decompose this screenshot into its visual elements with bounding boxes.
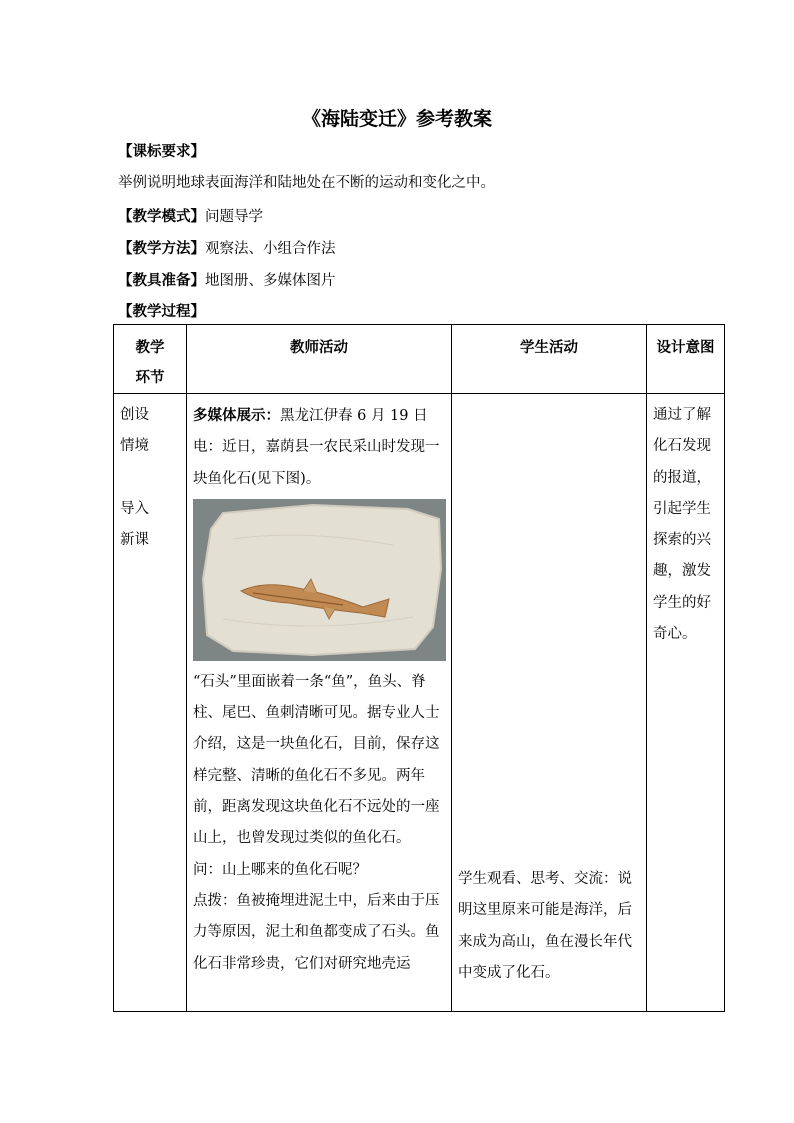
- table-header-row: [114, 325, 725, 394]
- header-teacher: 教师活动: [187, 325, 452, 394]
- prep-text: 地图册、多媒体图片: [205, 273, 336, 289]
- curriculum-text: 举例说明地球表面海洋和陆地处在不断的运动和变化之中。: [118, 175, 495, 191]
- header-phase-line2: 环节: [135, 369, 165, 386]
- curriculum-label: 【课标要求】: [118, 143, 205, 160]
- phase-cell: [114, 394, 187, 1012]
- table-row: [114, 394, 725, 1012]
- method-text: 观察法、小组合作法: [205, 241, 336, 257]
- method-line: [118, 237, 336, 258]
- header-student: 学生活动: [452, 325, 647, 394]
- method-label: 【教学方法】: [118, 240, 205, 257]
- phase-a2: 情境: [120, 438, 149, 455]
- teacher-desc: “石头”里面嵌着一条“鱼”，鱼头、脊柱、尾巴、鱼刺清晰可见。据专业人士介绍，这是一块鱼化石，目前，保存这样完整、清晰的鱼化石不多见。两年前，距离发现这块鱼化石不远处的一座山上，也曾发现过类似的鱼化石。: [193, 673, 440, 847]
- process-heading: [118, 300, 205, 321]
- phase-b2: 新课: [120, 531, 149, 548]
- prep-label: 【教具准备】: [118, 272, 205, 289]
- fish-fossil-icon: [193, 499, 446, 661]
- teacher-lead: 多媒体展示：: [193, 407, 280, 424]
- lesson-table: [113, 324, 725, 1012]
- header-intent: 设计意图: [647, 325, 725, 394]
- fish-fossil-image: [193, 499, 446, 661]
- curriculum-heading: [118, 140, 205, 161]
- page-title: 《海陆变迁》参考教案: [301, 108, 492, 130]
- teacher-question: 问：山上哪来的鱼化石呢？: [193, 861, 367, 878]
- teacher-cell: [187, 394, 452, 1012]
- mode-line: [118, 205, 263, 226]
- teacher-hint: 点拨：鱼被掩埋进泥土中，后来由于压力等原因，泥土和鱼都变成了石头。鱼化石非常珍贵，它们对研究地壳运: [193, 892, 440, 972]
- header-phase: [114, 325, 187, 394]
- mode-text: 问题导学: [205, 209, 263, 225]
- prep-line: [118, 269, 336, 290]
- intent-cell: [647, 394, 725, 1012]
- phase-a1: 创设: [120, 407, 149, 423]
- process-label: 【教学过程】: [118, 303, 205, 320]
- student-cell: [452, 394, 647, 1012]
- student-text: 学生观看、思考、交流：说明这里原来可能是海洋，后来成为高山，鱼在漫长年代中变成了化石。: [458, 871, 632, 981]
- header-phase-line1: 教学: [135, 339, 165, 356]
- phase-b1: 导入: [120, 500, 149, 517]
- intent-text: 通过了解化石发现的报道，引起学生探索的兴趣，激发学生的好奇心。: [653, 407, 711, 643]
- teacher-intro: 黑龙江伊春 6 月 19 日电：近日，嘉荫县一农民采山时发现一块鱼化石(见下图)。: [193, 408, 440, 487]
- mode-label: 【教学模式】: [118, 208, 205, 225]
